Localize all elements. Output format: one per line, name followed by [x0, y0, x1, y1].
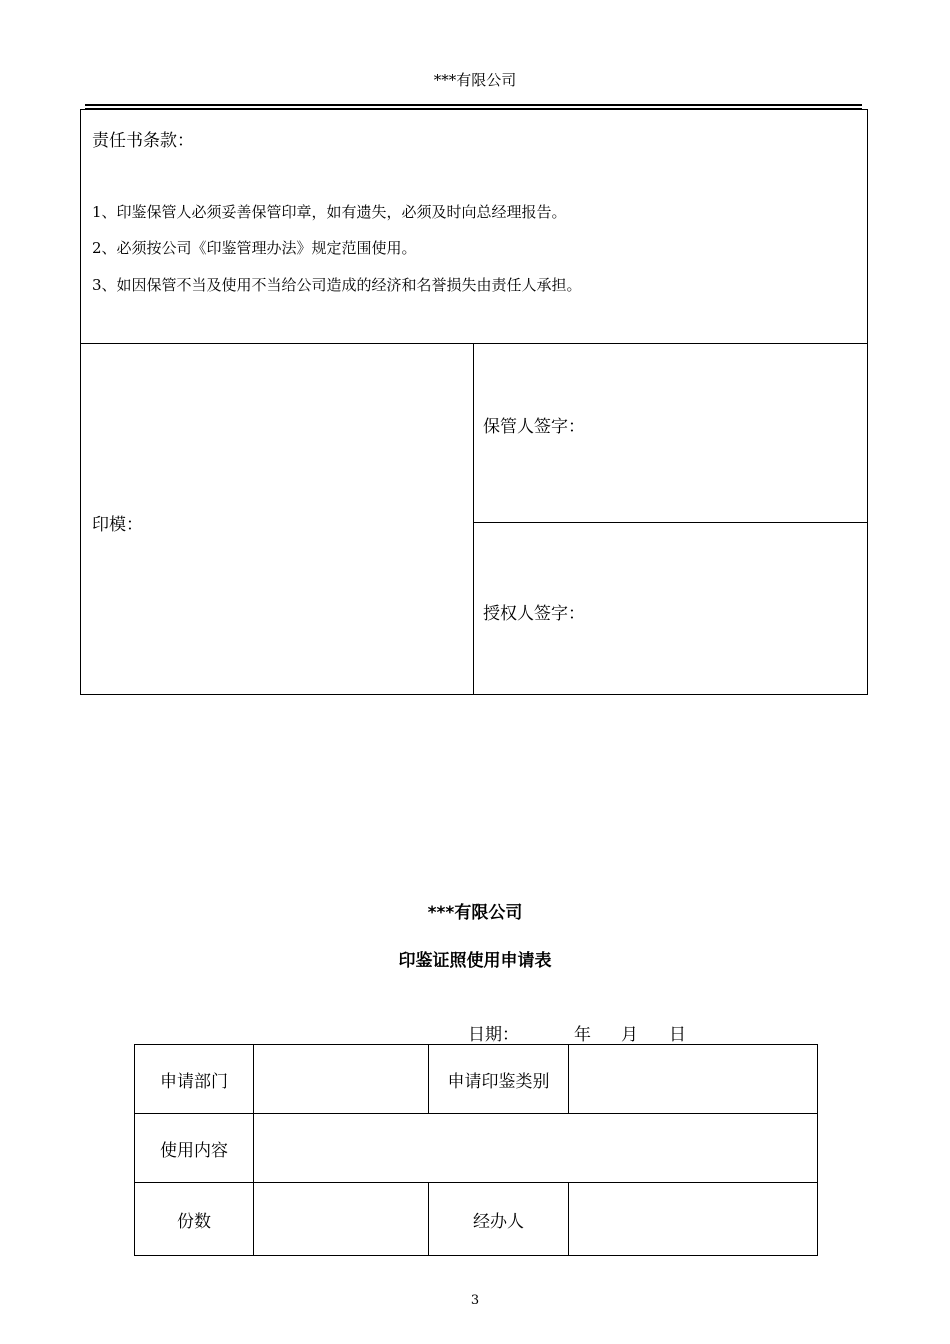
- content-value[interactable]: [254, 1114, 818, 1183]
- clause-item: 1、印鉴保管人必须妥善保管印章，如有遗失，必须及时向总经理报告。: [92, 203, 567, 221]
- seal-type-value[interactable]: [569, 1045, 818, 1114]
- table-row: [135, 1183, 818, 1256]
- responsibility-table: [80, 109, 868, 695]
- date-day: 日: [669, 1025, 686, 1045]
- page-number: 3: [470, 1293, 480, 1308]
- authorizer-signature-label: 授权人签字：: [483, 604, 585, 624]
- header-rule: [85, 104, 862, 106]
- table-row: [135, 1114, 818, 1183]
- seal-impression-label: 印模：: [92, 515, 143, 535]
- responsibility-divider: [80, 343, 868, 344]
- handler-label: 经办人: [429, 1183, 569, 1256]
- copies-label: 份数: [135, 1183, 254, 1256]
- signature-row-divider: [473, 522, 868, 523]
- clauses-title: 责任书条款：: [92, 131, 194, 151]
- clause-item: 2、必须按公司《印鉴管理办法》规定范围使用。: [92, 239, 417, 257]
- date-month: 月: [621, 1025, 638, 1045]
- department-label: 申请部门: [135, 1045, 254, 1114]
- department-value[interactable]: [254, 1045, 429, 1114]
- copies-value[interactable]: [254, 1183, 429, 1256]
- table-row: [135, 1045, 818, 1114]
- application-table: [134, 1044, 818, 1256]
- content-label: 使用内容: [135, 1114, 254, 1183]
- signature-column-divider: [473, 343, 474, 695]
- date-label: 日期：: [468, 1025, 519, 1045]
- seal-type-label: 申请印鉴类别: [429, 1045, 569, 1114]
- header-company: ***有限公司: [433, 71, 517, 89]
- date-year: 年: [574, 1025, 591, 1045]
- clause-item: 3、如因保管不当及使用不当给公司造成的经济和名誉损失由责任人承担。: [92, 276, 582, 294]
- application-company: ***有限公司: [427, 903, 523, 923]
- keeper-signature-label: 保管人签字：: [483, 417, 585, 437]
- handler-value[interactable]: [569, 1183, 818, 1256]
- application-title: 印鉴证照使用申请表: [398, 951, 552, 971]
